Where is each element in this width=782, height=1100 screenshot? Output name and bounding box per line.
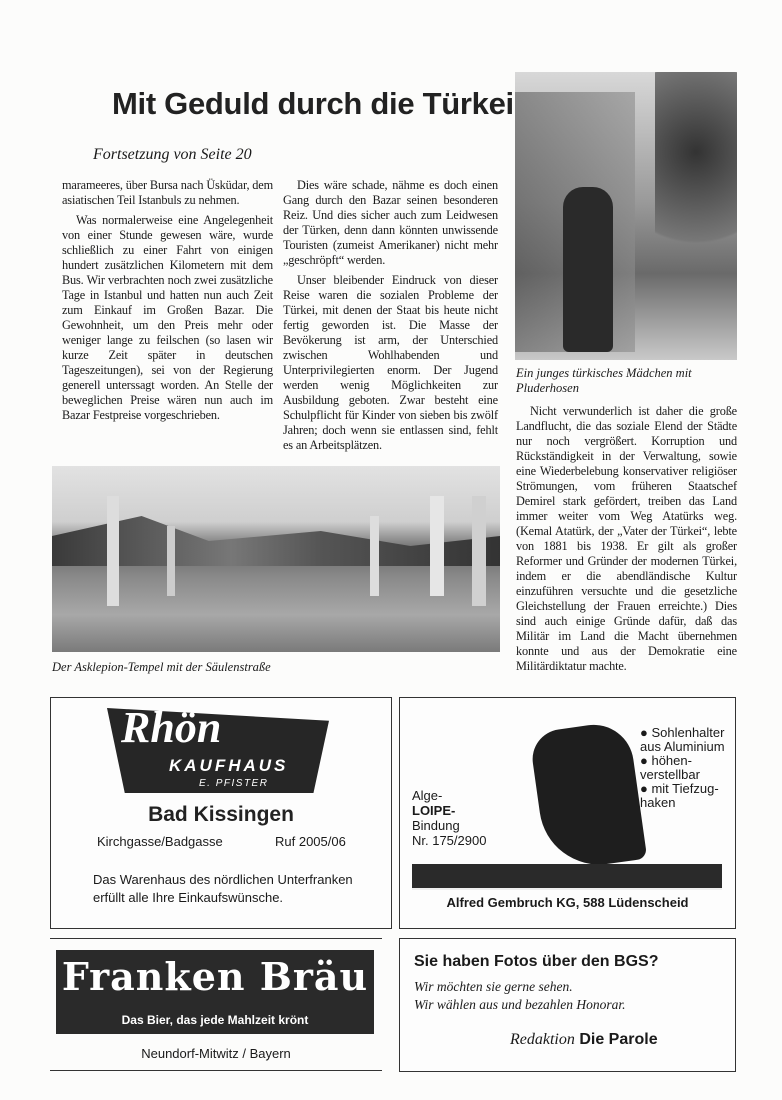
bgs-line-1: Wir möchten sie gerne sehen. [414,979,573,994]
divider [50,1070,382,1072]
article-column-2 [283,178,498,458]
rhoen-address: Kirchgasse/Badgasse [97,834,223,849]
loipe-company: Alfred Gembruch KG, 588 Lüdenscheid [446,895,689,910]
ad-rhoen-kaufhaus [50,697,392,929]
feature-item: ● mit Tiefzug-haken [640,781,719,810]
bgs-signature-redaktion: Redaktion [510,1031,575,1048]
photo-temple-caption: Der Asklepion-Tempel mit der Säulenstraße [52,660,271,674]
loipe-features [640,726,732,810]
column [472,496,486,606]
feature-text: Sohlenhalter aus Aluminium [640,725,725,754]
feature-text: höhen-verstellbar [640,753,700,782]
paragraph: Unser bleibender Eindruck von dieser Reise waren die sozialen Probleme der Türkei, mit denen der Staat bis heute nicht fertig geworden ist. Die Masse der Bevökerung ist arm, der Unterschied zwischen Wohlhabenden und Unterprivilegierten enorm. Der Jugend werden wenig Möglichkeiten zur Ausbildung geboten. Zwar besteht eine Schulpflicht für Kinder von sieben bis zwölf Jahren; doch wenn sie entlassen sind, fehlt es an Arbeitsplätzen. [283,273,498,452]
column [430,496,444,596]
photo-turkish-girl [515,72,737,360]
article-column-3 [516,404,737,679]
photo-girl-caption: Ein junges türkisches Mädchen mit Pluderhosen [516,366,692,395]
ski-illustration [412,864,722,890]
photo-asklepion-temple [52,466,500,652]
feature-item: ● höhen-verstellbar [640,753,700,782]
franken-location: Neundorf-Mitwitz / Bayern [141,1046,291,1061]
divider [50,938,382,940]
paragraph: Dies wäre schade, nähme es doch einen Gang durch den Bazar seinen besonderen Reiz. Und dies sicher auch zum Leidwesen der Türken, denn dann könnten unwissende Touristen (zumeist Amerikaner) nicht mehr „geschröpft“ werden. [283,178,498,267]
rhoen-kaufhaus-label: KAUFHAUS [169,756,289,775]
product-line: Bindung [412,818,460,833]
product-line: Alge- [412,788,443,803]
ad-bgs-photos [399,938,736,1072]
rhoen-phone: Ruf 2005/06 [275,834,346,849]
bgs-line-2: Wir wählen aus und bezahlen Honorar. [414,997,626,1012]
ski-boot-illustration [529,720,648,873]
rhoen-owner: E. PFISTER [199,778,269,789]
feature-text: mit Tiefzug-haken [640,781,719,810]
girl-figure [563,187,613,352]
feature-item: ● Sohlenhalter aus Aluminium [640,725,725,754]
rhoen-city: Bad Kissingen [148,803,294,826]
article-column-1 [62,178,273,428]
bgs-signature-parole: Die Parole [579,1031,658,1048]
ad-loipe-binding [399,697,736,929]
bgs-headline: Sie haben Fotos über den BGS? [414,953,659,970]
rhoen-slogan-2: erfüllt alle Ihre Einkaufswünsche. [93,890,284,905]
column [167,526,175,596]
column [370,516,379,596]
product-number: Nr. 175/2900 [412,833,487,848]
paragraph: Was normalerweise eine Angelegenheit von einer Stunde gewesen wäre, wurde schließlich zu einer Fahrt von einigen hundert zusätzlichen Kilometern mit dem Bus. Wir verbrachten noch zwei zusätzliche Tage in Istanbul und hatten nun auch Zeit zum Einkauf im Großen Bazar. Die Gewohnheit, um den Preis mehr oder weniger lange zu feilschen (so lasen wir kurze Zeit später in deutschen Tageszeitungen), sei von der Regierung generell unterssagt worden. An Stelle der beweglichen Preise wären nun auch im Bazar Festpreise vorgeschrieben. [62,213,273,422]
paragraph: Nicht verwunderlich ist daher die große Landflucht, die das soziale Elend der Städte nur noch vergrößert. Korruption und Rückständigkeit in der Verwaltung, sowie eine Wiederbelebung konservativer religiöser Strömungen, vom früheren Staatschef Demirel stark gefördert, treiben das Land immer weiter vom Weg Atatürks weg. (Kemal Atatürk, der „Vater der Türkei“, lebte von 1881 bis 1938. Er gilt als großer Reformer und Gründer der modernen Türkei, indem er die abendländische Kultur einzuführen versuchte und die gesetzliche Gleichstellung der Frauen erreichte.) Dies sind auch einige Gründe dafür, daß das Militär im Land die Macht übernehmen konnte und aus der Demokratie eine Militärdiktatur machte. [516,404,737,673]
loipe-product [412,788,486,848]
article-subtitle: Fortsetzung von Seite 20 [93,146,252,163]
franken-slogan: Das Bier, das jede Mahlzeit krönt [121,1013,309,1027]
product-name: LOIPE- [412,803,456,818]
ad-franken-braeu [56,950,374,1034]
bgs-signature [510,1031,658,1049]
article-title: Mit Geduld durch die Türkei [112,86,514,121]
tree [655,72,737,272]
column [107,496,119,606]
rhoen-slogan-1: Das Warenhaus des nördlichen Unterfranken [93,872,353,887]
paragraph: marameeres, über Bursa nach Üsküdar, dem asiatischen Teil Istanbuls zu nehmen. [62,178,274,207]
rhoen-logo: Rhön [121,703,222,752]
franken-logo: Franken Bräu [61,954,369,999]
